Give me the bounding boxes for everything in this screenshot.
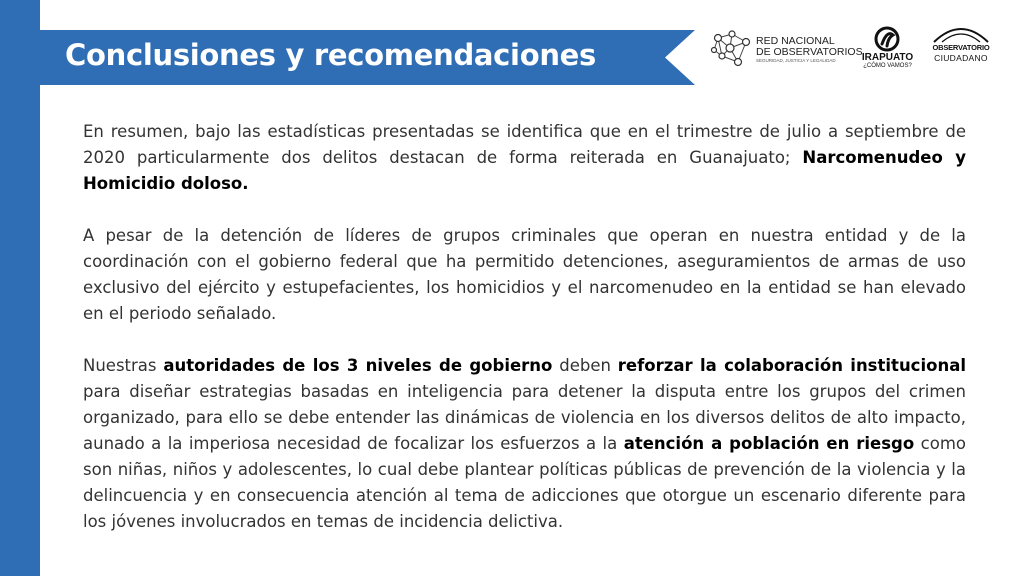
title-banner — [40, 30, 695, 85]
recommendation-text: Nuestras — [83, 356, 164, 375]
observatorio-arc-icon — [930, 22, 992, 44]
red-nacional-line1: RED NACIONAL — [756, 35, 835, 47]
recommendation-highlight: atención a población en riesgo — [623, 434, 915, 453]
irapuato-logo — [860, 24, 915, 76]
body-text — [83, 119, 966, 561]
paragraph-context — [83, 223, 966, 327]
observatorio-logo — [930, 22, 992, 76]
recommendation-text: como son niñas, niños y adolescentes, lo cual debe plantear políticas públicas de prevención de la violencia y la delincuencia y en consecuencia atención al tema de adicciones que otorgue un escenario diferente para los jóvenes involucrados en temas de incidencia delictiva. — [83, 434, 966, 531]
recommendation-highlight: autoridades de los 3 niveles de gobierno — [163, 356, 553, 375]
logo-group — [710, 22, 1010, 77]
summary-highlight: Narcomenudeo y Homicidio doloso. — [83, 148, 967, 193]
paragraph-summary — [83, 119, 966, 197]
recommendation-text: para diseñar estrategias basadas en inteligencia para detener la disputa entre los grupos del crimen organizado, para ello se debe entender las dinámicas de violencia en los diversos delitos de alto impacto, aunado a la imperiosa necesidad de focalizar los esfuerzos a la — [83, 382, 966, 453]
network-icon — [710, 28, 756, 72]
side-accent-bar — [0, 0, 40, 576]
summary-text: En resumen, bajo las estadísticas presentadas se identifica que en el trimestre de julio a septiembre de 2020 particularmente dos delitos destacan de forma reiterada en Guanajuato; — [83, 122, 966, 167]
red-nacional-logo — [710, 28, 863, 72]
irapuato-mark-icon — [874, 26, 900, 52]
context-text: A pesar de la detención de líderes de grupos criminales que operan en nuestra entidad y de la coordinación con el gobierno federal que ha permitido detenciones, aseguramientos de armas de uso exclusivo del ejército y estupefacientes, los homicidios y el narcomenudeo en la entidad se han elevado en el periodo señalado. — [83, 226, 966, 323]
page-title: Conclusiones y recomendaciones — [65, 38, 596, 72]
recommendation-text: deben — [552, 356, 618, 375]
observatorio-line2: CIUDADANO — [934, 53, 988, 63]
irapuato-line1: IRAPUATO — [861, 52, 914, 63]
irapuato-line2: ¿CÓMO VAMOS? — [863, 63, 912, 69]
red-nacional-line2: DE OBSERVATORIOS — [756, 46, 863, 58]
observatorio-line1: OBSERVATORIO — [932, 43, 990, 52]
recommendation-highlight: reforzar la colaboración institucional — [617, 356, 966, 375]
red-nacional-line3: SEGURIDAD, JUSTICIA Y LEGALIDAD — [756, 58, 836, 63]
paragraph-recommendation — [83, 353, 966, 535]
